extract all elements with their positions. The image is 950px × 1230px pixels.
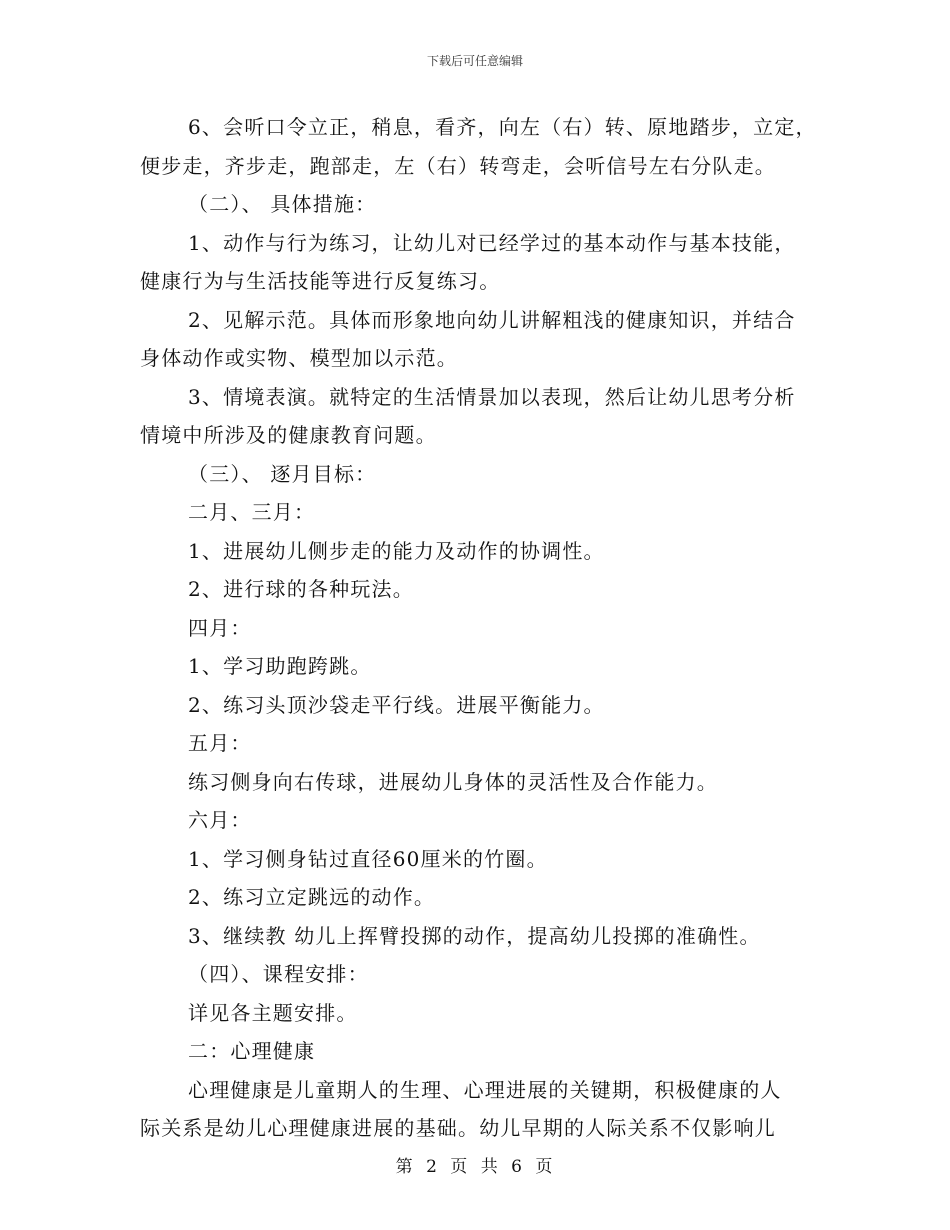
text-line: 1、学习侧身钻过直径60厘米的竹圈。 (188, 846, 548, 871)
text-line: 1、动作与行为练习，让幼儿对已经学过的基本动作与基本技能， (188, 230, 796, 255)
text-line: 3、继续教 幼儿上挥臂投掷的动作，提高幼儿投掷的准确性。 (188, 923, 761, 948)
text-line: 四月： (188, 615, 252, 640)
text-line: 二月、三月： (188, 500, 316, 524)
text-line: 身体动作或实物、模型加以示范。 (140, 346, 458, 370)
text-line: 情境中所涉及的健康教育问题。 (140, 423, 437, 447)
text-line: 3、情境表演。就特定的生活情景加以表现，然后让幼儿思考分析 (188, 384, 796, 409)
text-line: 练习侧身向右传球，进展幼儿身体的灵活性及合作能力。 (188, 769, 718, 794)
page-footer: 第 2 页 共 6 页 (395, 1157, 555, 1177)
text-line: 6、会听口令立正，稍息，看齐，向左（右）转、原地踏步，立定， (188, 115, 817, 139)
text-line: 2、见解示范。具体而形象地向幼儿讲解粗浅的健康知识，并结合 (188, 307, 796, 332)
page-header: 下载后可任意编辑 (426, 54, 523, 68)
text-line: 心理健康是儿童期人的生理、心理进展的关键期，积极健康的人 (188, 1077, 782, 1102)
text-line: （三）、 逐月目标： (188, 461, 377, 486)
text-line: （四）、课程安排： (188, 962, 369, 986)
text-line: 详见各主题安排。 (188, 1000, 358, 1025)
text-line: （二）、 具体措施： (188, 192, 377, 216)
text-line: 1、进展幼儿侧步走的能力及动作的协调性。 (188, 538, 605, 563)
text-line: 二：心理健康 (188, 1039, 316, 1063)
text-line: 健康行为与生活技能等进行反复练习。 (140, 269, 501, 293)
text-line: 便步走，齐步走，跑部走，左（右）转弯走，会听信号左右分队走。 (140, 153, 776, 178)
text-line: 六月： (188, 808, 252, 832)
text-line: 2、练习头顶沙袋走平行线。进展平衡能力。 (188, 692, 605, 717)
text-line: 五月： (188, 731, 252, 755)
text-line: 1、学习助跑跨跳。 (188, 654, 372, 678)
text-line: 2、进行球的各种玩法。 (188, 577, 414, 601)
document-body (140, 108, 820, 1148)
text-line: 2、练习立定跳远的动作。 (188, 885, 436, 909)
text-line: 际关系是幼儿心理健康进展的基础。幼儿早期的人际关系不仅影响儿 (140, 1116, 776, 1140)
